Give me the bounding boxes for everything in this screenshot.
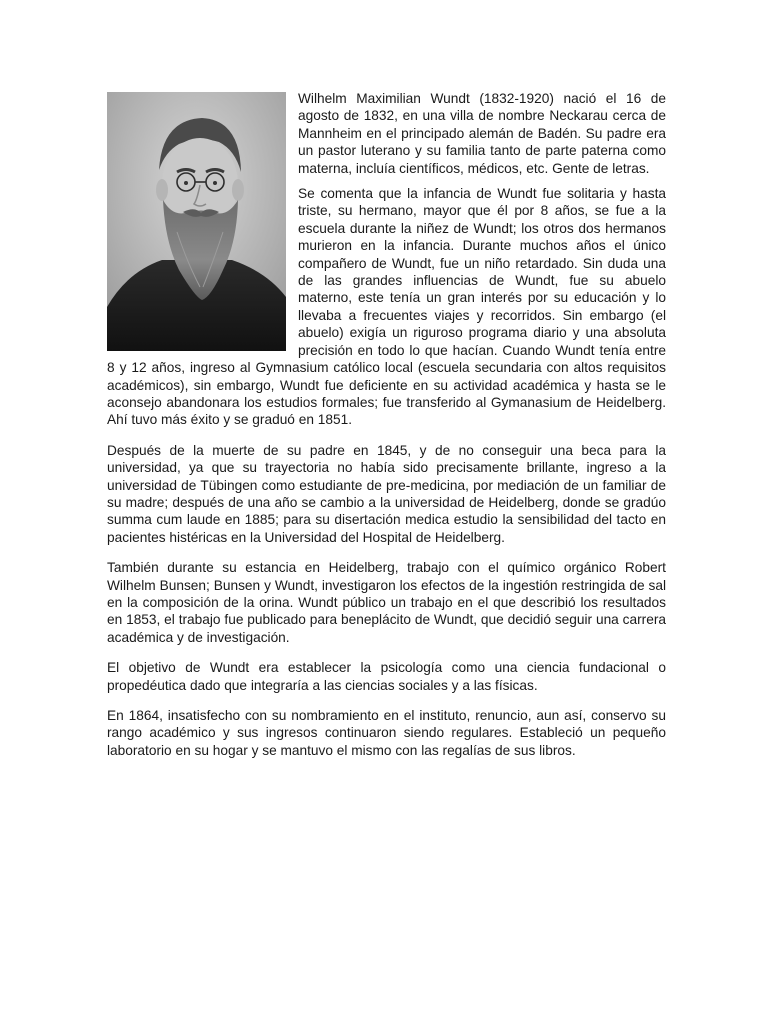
wundt-portrait-photo [107,92,286,351]
paragraph-childhood: Se comenta que la infancia de Wundt fue solitaria y hasta triste, su hermano, mayor que él por 8 años, se fue a la escuela durante la niñez de Wundt; los otros dos hermanos murieron en la infancia. Durante muchos años el único compañero de Wundt, fue un niño retardado. Sin duda una de las grandes influencias de Wundt, fue su abuelo materno, este tenía un gran interés por su educación y lo llevaba a frecuentes viajes y recorridos. Sin embargo (el abuelo) exigía un riguroso programa diario y una absoluta precisión en todo lo que hacían. Cuando Wundt tenía entre 8 y 12 años, ingreso al Gymnasium católico local (escuela secundaria con altos requisitos académicos), sin embargo, Wundt fue deficiente en su actividad académica y hasta se le aconsejo abandonara los estudios formales; fue transferido al Gymanasium de Heidelberg. Ahí tuvo más éxito y se graduó en 1851. [107,186,666,428]
paragraph-university: Después de la muerte de su padre en 1845, y de no conseguir una beca para la universidad, ya que su trayectoria no había sido precisamente brillante, ingreso a la universidad de Tübingen como estudiante de pre-medicina, por mediación de un familiar de su madre; después de una año se cambio a la universidad de Heidelberg, donde se gradúo summa cum laude en 1885; para su disertación medica estudio la sensibilidad del tacto en pacientes histéricas en la Universidad del Hospital de Heidelberg. [107,442,666,545]
paragraph-bunsen: También durante su estancia en Heidelberg, trabajo con el químico orgánico Robert Wilhelm Bunsen; Bunsen y Wundt, investigaron los efectos de la ingestión restringida de sal en la composición de la orina. Wundt público un trabajo en el que describió los resultados en 1853, el trabajo fue publicado para beneplácito de Wundt, que decidió seguir una carrera académica y de investigación. [107,560,666,645]
paragraph-1864: En 1864, insatisfecho con su nombramiento en el instituto, renuncio, aun así, conservo su rango académico y sus ingresos continuaron siendo regulares. Estableció un pequeño laboratorio en su hogar y se mantuvo el mismo con las regalías de sus libros. [107,708,666,758]
paragraph-birth: Wilhelm Maximilian Wundt (1832-1920) nació el 16 de agosto de 1832, en una villa de nombre Neckarau cerca de Mannheim en el principado alemán de Badén. Su padre era un pastor luterano y su familia tanto de parte paterna como materna, incluía científicos, médicos, etc. Gente de letras. [298,91,666,176]
paragraph-objective: El objetivo de Wundt era establecer la psicología como una ciencia fundacional o propedéutica dado que integraría a las ciencias sociales y a las físicas. [107,660,666,693]
